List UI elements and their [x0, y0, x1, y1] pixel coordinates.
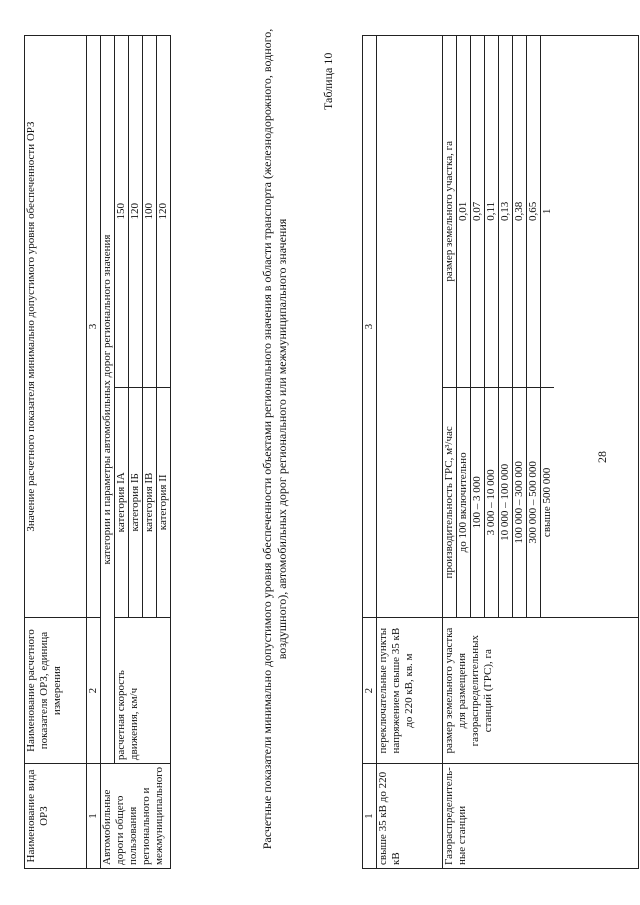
area-cell: 0,01 — [457, 36, 471, 387]
capacity-cell: 3 000 – 10 000 — [485, 387, 499, 617]
table-row — [87, 36, 101, 869]
subtable-row — [115, 36, 129, 617]
capacity-cell: 300 000 – 500 000 — [527, 387, 541, 617]
area-cell: 1 — [541, 208, 553, 215]
gas-station-table — [362, 35, 639, 869]
col-number-3: 3 — [363, 36, 377, 618]
capacity-cell: 100 000 – 300 000 — [513, 387, 527, 617]
area-cell: 0,11 — [485, 36, 499, 387]
area-cell: 0,38 — [513, 36, 527, 387]
table-caption: Расчетные показатели минимально допустимого уровня обеспеченности объектами регионального значения в области транспорта (железнодорожного, водного, воздушного), автомобильных дорог регионального или межмуниципального значения — [260, 28, 289, 850]
row1-type: свыше 35 кВ до 220 кВ — [377, 764, 443, 869]
row2-type: Газораспределитель-ные станции — [443, 764, 639, 869]
col-number-1: 1 — [363, 764, 377, 869]
col-number-1: 1 — [87, 764, 101, 869]
page-number: 28 — [595, 451, 609, 463]
area-header: размер земельного участка, га — [443, 36, 457, 387]
capacity-cell: свыше 500 000 — [541, 387, 555, 617]
category-cell: категория II — [157, 387, 171, 617]
area-cell: 0,65 — [527, 36, 541, 387]
subtable-row — [499, 36, 513, 617]
subtable-row — [457, 36, 471, 617]
row1-indicator: переключательные пункты напряжением свыше 35 кВ до 220 кВ, кв. м — [377, 618, 443, 764]
subtable-row — [471, 36, 485, 617]
subtable-row — [143, 36, 157, 617]
capacity-cell: 10 000 – 100 000 — [499, 387, 513, 617]
area-cell: 0,07 — [471, 36, 485, 387]
table-header-row — [25, 36, 87, 869]
capacity-header: производительность ГРС, м³/час — [443, 387, 457, 617]
category-cell: категория IA — [115, 387, 129, 617]
subtable-row — [513, 36, 527, 617]
col-number-3: 3 — [87, 36, 101, 618]
subtable-row — [527, 36, 541, 617]
header-value: Значение расчетного показателя минимально допустимого уровня обеспеченности ОРЗ — [25, 36, 87, 618]
subtable-header — [443, 36, 457, 617]
subtable-row — [157, 36, 171, 617]
capacity-cell: до 100 включительно — [457, 387, 471, 617]
roads-table — [24, 35, 171, 869]
speed-cell: 120 — [157, 203, 169, 220]
table-number: Таблица 10 — [321, 52, 335, 110]
table-row — [363, 36, 377, 869]
col-number-2: 2 — [87, 618, 101, 764]
row2-value — [443, 36, 639, 618]
table-row — [377, 36, 443, 869]
speed-cell: 150 — [115, 36, 129, 387]
road-indicator: расчетная скорость движения, км/ч — [115, 618, 171, 764]
capacity-cell: 100 – 3 000 — [471, 387, 485, 617]
header-indicator: Наименование расчетного показателя ОРЗ, единица измерения — [25, 618, 87, 764]
speed-cell: 100 — [143, 36, 157, 387]
road-values — [115, 36, 171, 618]
table-row — [101, 36, 115, 869]
area-cell: 0,13 — [499, 36, 513, 387]
table-row — [443, 36, 639, 869]
subtable-row — [485, 36, 499, 617]
row2-indicator: размер земельного участка для размещения газораспределительных станций (ГРС), га — [443, 618, 639, 764]
speed-cell: 120 — [129, 36, 143, 387]
category-cell: категория IB — [143, 387, 157, 617]
road-type: Автомобильные дороги общего пользования регионального и межмуниципального — [101, 764, 171, 869]
category-cell: категория IБ — [129, 387, 143, 617]
subtable-row — [129, 36, 143, 617]
road-section-title: категории и параметры автомобильных дорог регионального значения — [101, 36, 115, 764]
gas-station-subtable — [443, 36, 554, 617]
table-row — [115, 36, 171, 869]
road-subtable — [115, 36, 170, 617]
subtable-row — [541, 36, 555, 617]
col-number-2: 2 — [363, 618, 377, 764]
row1-value — [377, 36, 443, 618]
header-type: Наименование вида ОРЗ — [25, 764, 87, 869]
